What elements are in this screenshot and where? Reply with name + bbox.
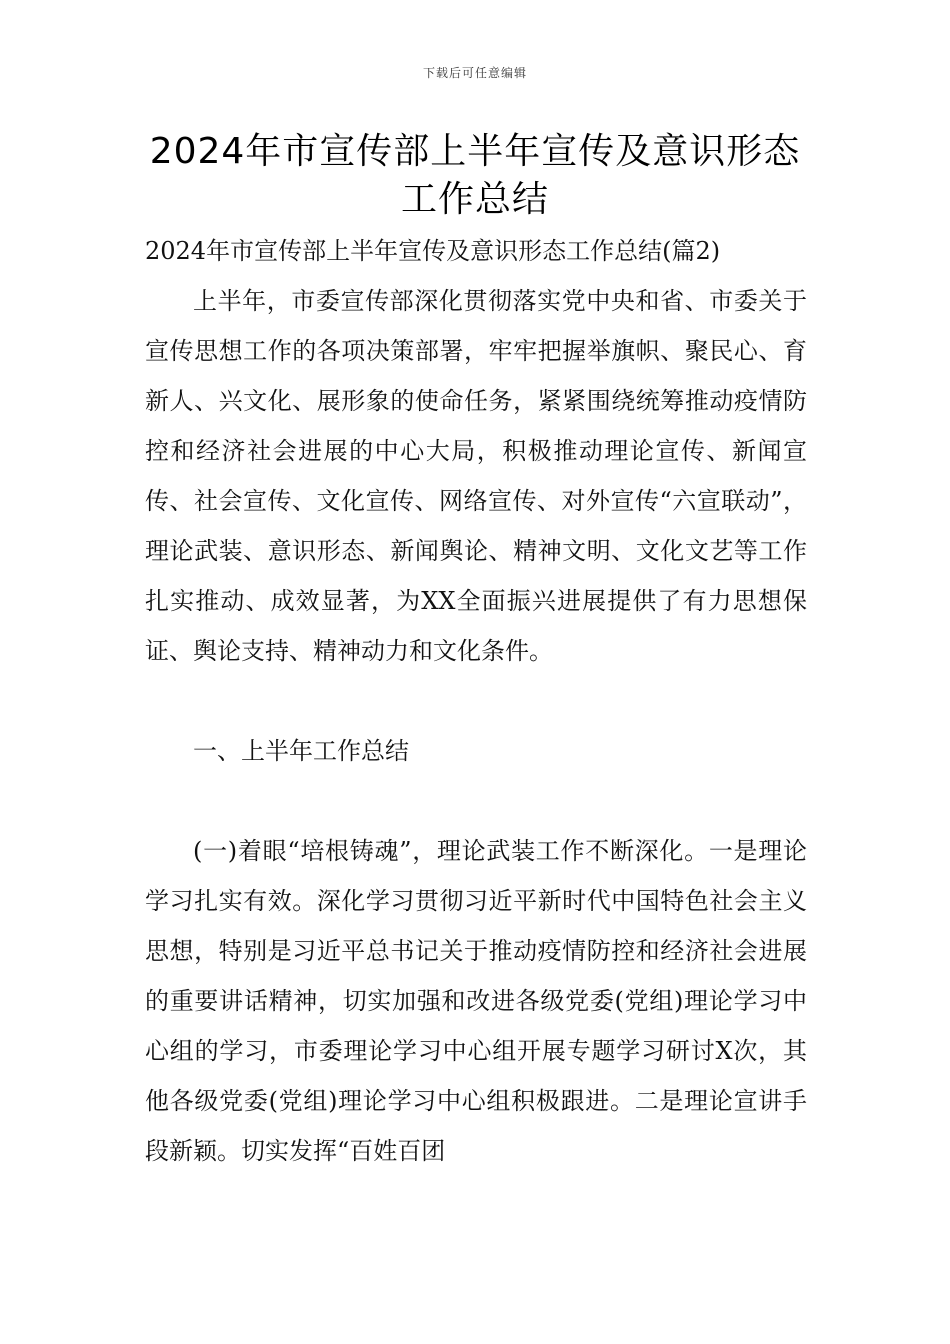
section-paragraph: (一)着眼“培根铸魂”，理论武装工作不断深化。一是理论学习扎实有效。深化学习贯彻习近平新时代中国特色社会主义思想，特别是习近平总书记关于推动疫情防控和经济社会进展的重要讲话精神，切实加强和改进各级党委(党组)理论学习中心组的学习，市委理论学习中心组开展专题学习研讨X次，其他各级党委(党组)理论学习中心组积极跟进。二是理论宣讲手段新颖。切实发挥“百姓百团 bbox=[145, 837, 807, 1165]
section-heading: 一、上半年工作总结 bbox=[193, 737, 409, 765]
document-body bbox=[145, 226, 807, 1176]
document-subtitle: 2024年市宣传部上半年宣传及意识形态工作总结(篇2) bbox=[145, 237, 721, 265]
intro-paragraph: 上半年，市委宣传部深化贯彻落实党中央和省、市委关于宣传思想工作的各项决策部署，牢牢把握举旗帜、聚民心、育新人、兴文化、展形象的使命任务，紧紧围绕统筹推动疫情防控和经济社会进展的中心大局，积极推动理论宣传、新闻宣传、社会宣传、文化宣传、网络宣传、对外宣传“六宣联动”，理论武装、意识形态、新闻舆论、精神文明、文化文艺等工作扎实推动、成效显著，为XX全面振兴进展提供了有力思想保证、舆论支持、精神动力和文化条件。 bbox=[145, 287, 807, 665]
document-title: 2024年市宣传部上半年宣传及意识形态工作总结 bbox=[149, 131, 801, 220]
header-note: 下载后可任意编辑 bbox=[422, 66, 527, 80]
